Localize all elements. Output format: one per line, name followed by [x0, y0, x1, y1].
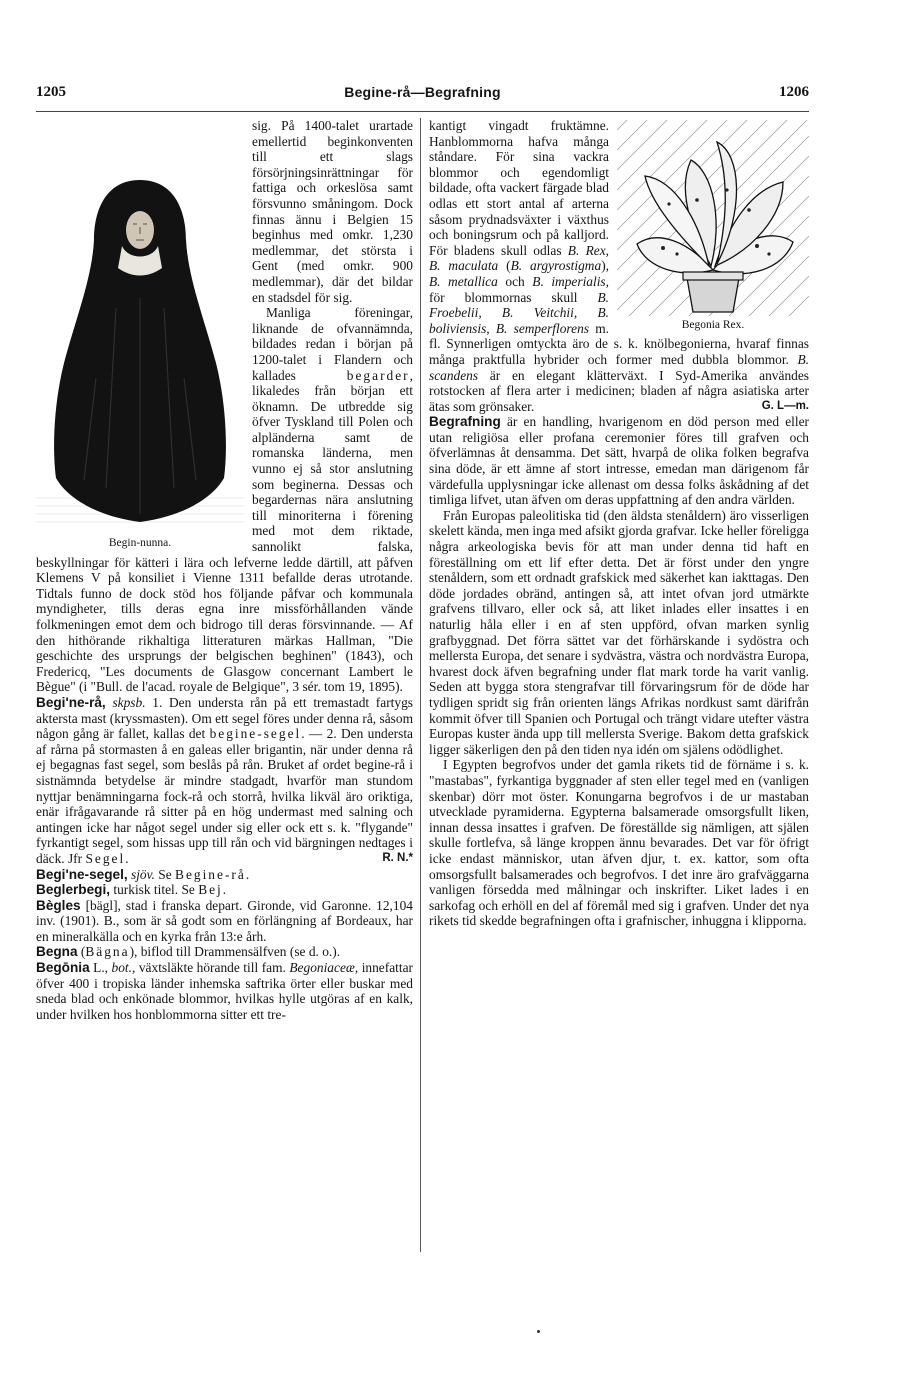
entry-begonia: Begōnia L., bot., växtsläkte hörande till fam. Begoniaceæ, innefattar öfver 400 i tropiska länder inhemska saftrika örter eller buskar med sneda blad och enkönade blommor, hvilkas hylle utgöras af en kalk, under hvilken hos honblommorna sitter ett tre- [36, 960, 413, 1022]
begonia-caption: Begonia Rex. [681, 319, 745, 331]
author-signature: R. N.* [382, 851, 413, 864]
entry-begna: Begna (Bägna), biflod till Drammensälfven (se d. o.). [36, 944, 341, 960]
right-column [429, 118, 809, 929]
running-title: Begine-rå—Begrafning [344, 84, 501, 100]
begrafning-paragraph-stone-age: Från Europas paleolitiska tid (den äldsta stenåldern) äro visserligen skelett kända, men inga med afsikt gjorda grafvar. Icke heller föreligga några arkeologiska bevis för att man under denna tid haft en föreställning om ett lif efter detta. Det är först under den yngre stenåldern, som ett ordnadt grafskick med säkerhet kan iakttagas. Den döde jordades obränd, antingen så, att intet ofvan jord utmärkte grafvens tillvaro, eller ock så, att liket inlades eller insattes i en naturlig håla eller i en af sten uppförd, ofvan marken synlig grafbyggnad. Det förra sättet var det förhärskande i sydöstra och mellersta Europa, det senare i sydvästra, västra och nordvästra Europa, hvarest dock äfven begrafning under flat mark torde ha varit vanlig. Seden att bygga stora stengrafvar till förvaringsrum för de döde har tydligen spridt sig från orienten längs Afrikas nordkust samt därifrån kommit öfver till Spanien och Portugal och trängt vidare utefter västra Europas kuster ända upp till mellersta Sverige. Bakom detta grafskick ligger säkerligen den på den tiden nya idén om själens odödlighet. [429, 507, 809, 757]
headword: Begi'ne-rå, [36, 694, 106, 710]
print-speck [537, 1330, 540, 1333]
begine-paragraph-1: sig. På 1400-talet urartade emellertid beginkonventen till ett slags försörjningsinrättningar för fattiga och orkeslösa samt försvunno småningom. Dock finnas ännu i Belgien 15 beginhus med omkr. 1,230 medlemmar, det största i Gent (med omkr. 900 medlemmar), där det bildar en stadsdel för sig. [252, 118, 413, 305]
author-signature: G. L—m. [761, 399, 809, 412]
begonia-figure [617, 120, 809, 332]
nun-caption: Begin-nunna. [108, 537, 172, 549]
begrafning-paragraph-egypt: I Egypten begrofvos under det gamla rikets tid de förnäme i s. k. "mastabas", fyrkantiga byggnader af sten eller tegel med en (vanligen skenbar) dörr mot öster. Konungarna begrofvos i de ur mastaban utvecklade pyramiderna. Egypterna balsamerade omsorgsfullt liken, innan dessa insattes i grafven. De föreställde sig nämligen, att själen skulle fortlefva, så länge kroppen ännu bevarades. Det var för öfrigt icke endast människor, utan äfven djur, t. ex. kattor, som ofta omsorgsfullt balsamerades och begrofvos. I det inre äro grafväggarna vanligen försedda med målningar och inskrifter. Liket lades i en sarkofag och erhöll en del af föremål med sig i grafven. Under det nya rikets tid skedde begrafningen ofta i grafnischer, inhuggna i klipporna. [429, 757, 809, 929]
column-divider [420, 118, 421, 1252]
headword: Begrafning [429, 414, 501, 430]
begonia-continuation: Begonia Rex. kantigt vingadt fruktämne. Hanblommorna hafva många ståndare. För sina vackra blommor och egendomligt bildade, ofta vackert färgade blad odlas ett stort antal af arterna såsom prydnadsväxter i växthus och boningsrum och på kalljord. För bladens skull odlas B. Rex, B. maculata (B. argyrostigma), B. metallica och B. imperialis, för blommornas skull B. Froebelii, B. Veitchii, B. boliviensis, B. semperflorens m. fl. Synnerligen omtyckta äro de s. k. knölbegonierna, hvaraf finnas många praktfulla hybrider och former med dubbla blommor. B. scandens är en elegant klätterväxt. I Syd-Amerika användes rotstocken af flera arter i medicinen; bladen af några asiatiska arter ätas som grönsaker. G. L—m. [429, 118, 809, 414]
begine-paragraph-2: Manliga föreningar, liknande de ofvannämnda, bildades redan i början på 1200-talet i Flandern och kallades begarder, likaledes från början ett öknamn. De utbredde sig öfver Tyskland till Polen och alpländerna samt de romanska länderna, men vunno ej så stor anslutning som beginerna. Dessas och begardernas nära anslutning till minoriterna i förening med mot dem riktade, sannolikt falska, beskyllningar för kätteri i lära och lefverne ledde därtill, att påfven Klemens V på konsiliet i Vienne 1311 befallde deras utrotande. Tidtals funno de dock stöd hos följande påfvar och kommunala myndigheter, tills deras egna inre missförhållanden vände folkmeningen emot dem och bidrogo till deras försvinnande. — Af den hithörande rikhaltiga litteraturen märkas Hallman, "Die geschichte des ursprungs der belgischen beghinen" (1843), och Fredericq, "Les documents de Glasgow concernant Lambert le Bègue" (i "Bull. de l'acad. royale de Belgique", 3 sér. tom 19, 1895). [36, 305, 413, 695]
nun-illustration [36, 118, 244, 532]
headword: Begōnia [36, 960, 90, 976]
page-header [36, 84, 809, 108]
left-column [36, 118, 413, 1022]
entry-beglerbegi: Beglerbegi, turkisk titel. Se Bej. [36, 882, 227, 898]
entry-begles: Bègles [bägl], stad i franska depart. Gironde, vid Garonne. 12,104 inv. (1901). B., som är så godt som en förlängning af Bordeaux, har en mineralkälla och en kyrka från 13:e årh. [36, 897, 413, 944]
headword: Bègles [36, 897, 81, 913]
headword: Begna [36, 944, 78, 960]
header-rule [36, 111, 809, 112]
entry-begine-ra: Begi'ne-rå, skpsb. 1. Den understa rån på ett tremastadt fartygs aktersta mast (kryssmasten). Om ett segel föres under denna rå, såsom någon gång är fallet, kallas det begine-segel. — 2. Den understa af rårna på stormasten å en galeas eller brigantin, när under denna rå ej begagnas fast segel, som beslås på rån. Bruket af ordet begine-rå i sistnämnda betydelse är mindre stadgadt, hvarför man stundom nyttjar benämningarna fock-rå och storrå, hvilka likväl äro oriktiga, enär ifrågavarande rå sitter på en hög undermast med salning och antingen icke har något segel under sig eller ock ett s. k. "flygande" fyrkantigt segel, som hissas upp till rån och vid bärgningen nedtages i däck. Jfr Segel. R. N.* [36, 694, 413, 866]
spaced-term-begarder: begarder [346, 367, 410, 383]
page-number-left: 1205 [36, 84, 66, 100]
headword: Begi'ne-segel, [36, 866, 128, 882]
page-number-right: 1206 [779, 84, 809, 100]
entry-begrafning: Begrafning är en handling, hvarigenom en död person med eller utan religiösa eller profana ceremonier föres till grafven och öfverlämnas åt densamma. Det sätt, hvarpå de olika folken begrafva sina döde, är ett ämne af stort intresse, emedan man därigenom får värdefulla upplysningar icke allenast om dessa folks åskådning af det timliga lifvet, utan äfven om deras uppfattning af den andra världen. [429, 414, 809, 508]
headword: Beglerbegi, [36, 882, 111, 898]
begonia-illustration [617, 120, 809, 316]
nun-figure [36, 118, 244, 550]
entry-begine-segel: Begi'ne-segel, sjöv. Se Begine-rå. [36, 866, 250, 882]
